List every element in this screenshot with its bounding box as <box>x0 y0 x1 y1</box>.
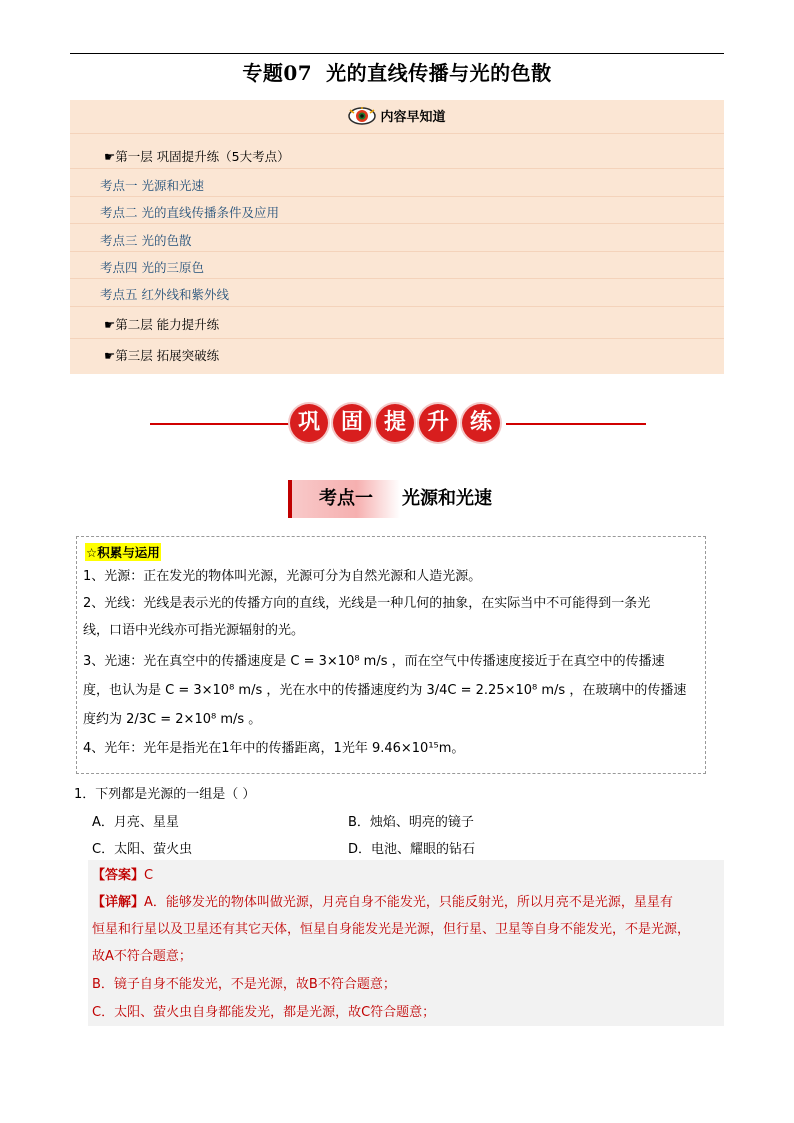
toc-divider <box>70 223 724 224</box>
toc-kp-5[interactable]: 考点五 红外线和紫外线 <box>100 287 229 302</box>
toc-heading <box>70 106 724 129</box>
toc-heading-text: 内容早知道 <box>380 110 446 125</box>
toc-divider <box>70 133 724 134</box>
toc-kp-1[interactable]: 考点一 光源和光速 <box>100 178 204 193</box>
toc-divider <box>70 278 724 279</box>
answer-row <box>92 864 153 883</box>
page-title <box>0 57 794 86</box>
knowledge-title <box>85 543 161 561</box>
toc-divider <box>70 196 724 197</box>
answer-label: 【答案】 <box>92 868 145 883</box>
knowledge-title-text: 积累与运用 <box>97 545 160 560</box>
knowledge-p3c: 度约为 2/3C = 2×10⁸ m/s 。 <box>83 712 262 727</box>
knowledge-p3b: 度，也认为是 C = 3×10⁸ m/s ，光在水中的传播速度约为 3/4C = 2.25×10⁸ m/s ，在玻璃中的传播速 <box>83 683 687 698</box>
banner-char: 升 <box>419 404 457 442</box>
kp-title-text: 光源和光速 <box>402 488 492 509</box>
detail-row-5: C．太阳、萤火虫自身都能发光，都是光源，故C符合题意； <box>92 1005 436 1020</box>
star-icon: ☆ <box>86 545 98 560</box>
eye-icon <box>348 107 376 129</box>
title-number: 专题07 <box>242 61 313 85</box>
toc-divider <box>70 338 724 339</box>
detail-text: A．能够发光的物体叫做光源，月亮自身不能发光，只能反射光，所以月亮不是光源，星星有 <box>144 895 673 910</box>
knowledge-box <box>76 536 706 774</box>
detail-label: 【详解】 <box>92 895 145 910</box>
toc-divider <box>70 168 724 169</box>
banner-char: 练 <box>462 404 500 442</box>
option-a[interactable]: A．月亮、星星 <box>92 815 179 830</box>
banner-left-rule <box>150 423 290 425</box>
toc-divider <box>70 306 724 307</box>
detail-row-1 <box>92 891 673 910</box>
question-stem: 1．下列都是光源的一组是（ ） <box>74 787 256 802</box>
option-b[interactable]: B．烛焰、明亮的镜子 <box>348 815 474 830</box>
toc-kp-3[interactable]: 考点三 光的色散 <box>100 233 192 248</box>
banner-char: 固 <box>333 404 371 442</box>
detail-row-3: 故A不符合题意； <box>92 949 192 964</box>
section-banner <box>150 404 646 444</box>
header-rule <box>70 53 724 54</box>
detail-row-4: B．镜子自身不能发光，不是光源，故B不符合题意； <box>92 977 396 992</box>
option-c[interactable]: C．太阳、萤火虫 <box>92 842 193 857</box>
toc-divider <box>70 251 724 252</box>
knowledge-p2a: 2、光线：光线是表示光的传播方向的直线，光线是一种几何的抽象，在实际当中不可能得到一条光 <box>83 596 651 611</box>
answer-block <box>88 860 724 1026</box>
knowledge-p1: 1、光源：正在发光的物体叫光源，光源可分为自然光源和人造光源。 <box>83 569 482 584</box>
banner-char: 巩 <box>290 404 328 442</box>
kp-tag: 考点一 <box>288 480 400 518</box>
banner-char: 提 <box>376 404 414 442</box>
title-text: 光的直线传播与光的色散 <box>326 61 552 85</box>
toc-kp-4[interactable]: 考点四 光的三原色 <box>100 260 204 275</box>
toc-panel <box>70 100 724 374</box>
banner-right-rule <box>506 423 646 425</box>
toc-level-1[interactable]: ☛第一层 巩固提升练（5大考点） <box>104 149 290 164</box>
toc-level-3[interactable]: ☛第三层 拓展突破练 <box>104 348 220 363</box>
knowledge-p3a: 3、光速：光在真空中的传播速度是 C = 3×10⁸ m/s ，而在空气中传播速度接近于在真空中的传播速 <box>83 654 665 669</box>
detail-row-2: 恒星和行星以及卫星还有其它天体，恒星自身能发光是光源，但行星、卫星等自身不能发光，不是光源， <box>92 922 691 937</box>
knowledge-p2b: 线，口语中光线亦可指光源辐射的光。 <box>83 623 305 638</box>
toc-level-2[interactable]: ☛第二层 能力提升练 <box>104 317 220 332</box>
knowledge-p4: 4、光年：光年是指光在1年中的传播距离，1光年 9.46×10¹⁵m。 <box>83 741 465 756</box>
answer-value: C <box>144 868 154 883</box>
toc-kp-2[interactable]: 考点二 光的直线传播条件及应用 <box>100 205 279 220</box>
option-d[interactable]: D．电池、耀眼的钻石 <box>348 842 476 857</box>
